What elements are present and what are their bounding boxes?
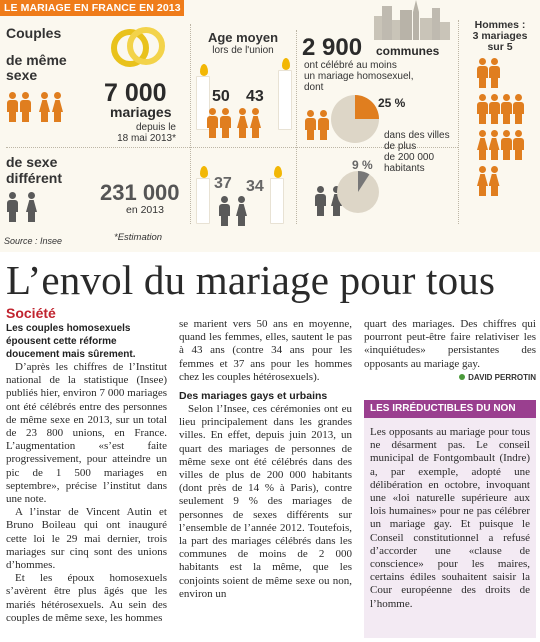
same-sex-since-1: depuis le: [135, 122, 176, 133]
city-silhouette-icon: [372, 0, 452, 40]
same-sex-label-2: sexe: [6, 67, 38, 83]
candle-flame-icon: [200, 166, 208, 178]
communes-count: 2 900: [302, 34, 363, 61]
pie-25-percent: [330, 94, 380, 144]
candle-flame-icon: [200, 64, 208, 76]
same-sex-since-2: 18 mai 2013*: [117, 133, 176, 144]
men-title-1: Hommes :: [474, 19, 526, 31]
pie-desc-3: de 200 000: [384, 152, 435, 163]
infographic-title: LE MARIAGE EN FRANCE EN 2013: [0, 0, 184, 16]
sidebar-box: [364, 400, 536, 638]
pie-25-label: 25 %: [378, 96, 406, 110]
man-icon: [314, 186, 326, 216]
article-column-2: [179, 318, 352, 601]
communes-desc-1: ont célébré au moins: [304, 60, 397, 71]
man-icon: [206, 108, 218, 138]
men-title-2: 3 mariages: [472, 30, 528, 42]
man-icon: [6, 192, 18, 222]
communes-desc-2: un mariage homosexuel,: [304, 71, 414, 82]
article-column-1: [6, 305, 167, 625]
age-same-sex-women: 43: [246, 88, 264, 105]
candle-icon: [270, 178, 284, 224]
man-icon: [304, 110, 316, 140]
age-title: Age moyen: [207, 30, 279, 45]
candle-flame-icon: [282, 58, 290, 70]
diff-sex-marriage-count: 231 000: [100, 180, 180, 205]
diff-sex-couple-icons: [6, 192, 37, 222]
author: DAVID PERROTIN: [468, 372, 536, 382]
wedding-rings-icon: [108, 26, 168, 68]
man-icon: [219, 108, 231, 138]
woman-icon: [38, 92, 50, 122]
age-same-sex-icons: [206, 108, 261, 138]
headline: L’envol du mariage pour tous: [6, 257, 496, 303]
author-line: [364, 373, 536, 382]
man-icon: [19, 92, 31, 122]
sidebar-box-text: Les opposants au mariage pour tous ne désarment pas. Le conseil municipal de Fontgombault (Indre) a, par exemple, adopté une délibération en octobre, invoquant une «loi naturelle supérieure aux lois humaines» pour ne pas célébrer un mariage gay. Et puisque le Conseil constitutionnel a refusé d’accorder une «clause de conscience» pour les maires, certains édiles souhaitent saisir la Cour européenne des droits de l’homme.: [370, 426, 530, 610]
column-1-text: D’après les chiffres de l’Institut national de la statistique (Insee) publiés hier, environ 7 000 mariages ont été célébrés entre des personnes de même sexe en 2013, sur un total de 23 800 unions, en France. L’augmentation «s’est faite progressivement, pour atteindre un pic de 1 500 mariages en septembre», précise l’institut dans une note. A l’instar de Vincent Autin et Bruno Boileau qui ont inauguré cette loi le 29 mai dernier, trois mariages sur cinq sont des unions d’hommes. Et les époux homosexuels s’avèrent être plus âgés que les mariés hétérosexuels. Au sein des couples de même sexe, les hommes: [6, 361, 167, 624]
same-sex-marriage-count: 7 000: [104, 79, 167, 107]
subhead: Des mariages gays et urbains: [179, 390, 328, 403]
men-grid: [476, 58, 522, 196]
sidebar-box-title: LES IRRÉDUCTIBLES DU NON: [364, 400, 536, 418]
candle-icon: [278, 70, 292, 130]
infographic: [0, 0, 540, 252]
age-diff-sex-women: 34: [246, 178, 264, 195]
age-subtitle: lors de l'union: [212, 45, 274, 56]
candle-icon: [196, 178, 210, 224]
woman-icon: [51, 92, 63, 122]
woman-icon: [249, 108, 261, 138]
column-2-intro: se marient vers 50 ans en moyenne, quand les femmes, elles, sautent le pas à 43 ans (contre 34 ans pour les femmes et 37 ans pour les hommes chez les couples hétérosexuels).: [179, 318, 352, 383]
diff-sex-label-2: différent: [6, 170, 62, 186]
column-3-intro: quart des mariages. Des chiffres qui pourront peut-être faire relativiser les «inquiétudes» persistantes des opposants au mariage gay.: [364, 318, 536, 370]
age-same-sex-men: 50: [212, 88, 230, 105]
same-sex-label-1: de même: [6, 52, 67, 68]
pie-desc-4: habitants: [384, 163, 425, 174]
section-label: Société: [6, 305, 56, 321]
source-note: Source : Insee: [4, 236, 63, 246]
woman-icon: [25, 192, 37, 222]
same-sex-couples-icons: [6, 92, 63, 122]
column-2-text: Selon l’Insee, ces cérémonies ont eu lieu principalement dans les grandes villes. En effet, depuis juin 2013, un quart des mariages de personnes de même sexe ont été célébrés dans des villes de plus de 200 000 habitants (dont près de 14 % à Paris), contre seulement 9 % des mariages de personnes de sexes différents sur l’ensemble de l’année 2012. Toutefois, la part des mariages célébrés dans les communes de moins de 2 000 habitants est la même, que les conjoints soient de même sexe ou non, environ un: [179, 403, 352, 600]
estimation-note: *Estimation: [114, 232, 163, 243]
candle-flame-icon: [274, 166, 282, 178]
lede: Les couples homosexuels épousent cette réforme doucement mais sûrement.: [6, 323, 136, 360]
couples-label: Couples: [6, 25, 62, 41]
man-icon: [218, 196, 230, 226]
article-column-3: [364, 318, 536, 382]
age-diff-sex-icons: [218, 196, 247, 226]
pie-desc-2: de plus: [384, 141, 417, 152]
man-icon: [317, 110, 329, 140]
communes-desc-3: dont: [304, 82, 324, 93]
pie-9-label: 9 %: [352, 158, 373, 172]
communes-same-sex-icons: [304, 110, 329, 140]
communes-unit: communes: [376, 44, 440, 58]
same-sex-marriage-unit: mariages: [110, 104, 172, 120]
age-diff-sex-men: 37: [214, 175, 232, 192]
diff-sex-year: en 2013: [126, 204, 164, 216]
woman-icon: [235, 196, 247, 226]
man-icon: [6, 92, 18, 122]
pie-desc-1: dans des villes: [384, 130, 450, 141]
diff-sex-label-1: de sexe: [6, 154, 58, 170]
men-title-3: sur 5: [487, 41, 513, 53]
woman-icon: [236, 108, 248, 138]
pie-9-percent: [336, 170, 380, 214]
